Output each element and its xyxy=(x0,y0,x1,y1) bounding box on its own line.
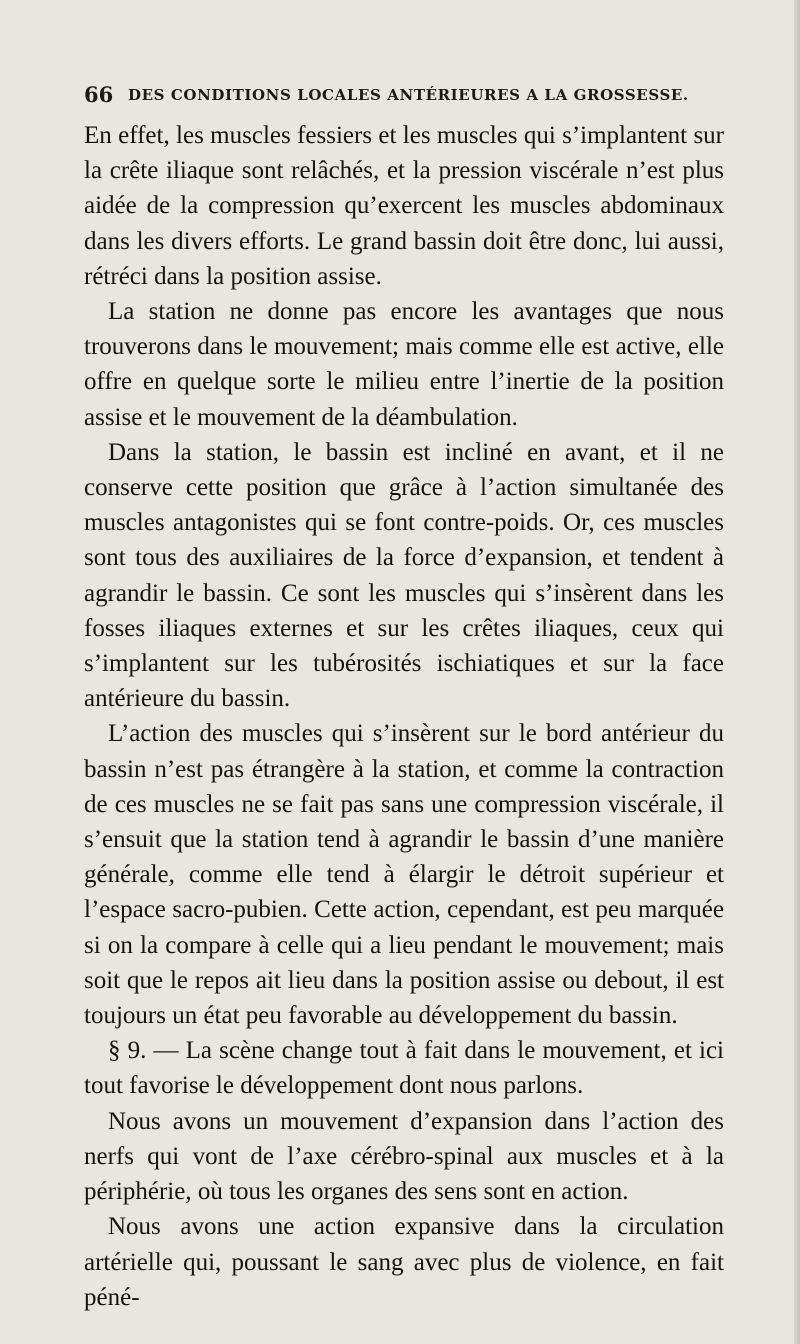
paragraph-6: Nous avons un mouvement d’expansion dans l’action des nerfs qui vont de l’axe cérébro-spinal aux muscles et à la périphérie, où tous les organes des sens sont en action. xyxy=(84,1107,724,1206)
page-number: 66 xyxy=(84,82,114,107)
paragraph-3: Dans la station, le bassin est incliné en avant, et il ne conserve cette position que grâce à l’action simultanée des muscles antagonistes qui se font contre-poids. Or, ces muscles sont tous des auxiliaires de la force d’expansion, et tendent à agrandir le bassin. Ce sont les muscles qui s’insèrent dans les fosses iliaques externes et sur les crêtes iliaques, ceux qui s’implantent sur les tubérosités ischiatiques et sur la face antérieure du bassin. xyxy=(84,438,724,713)
paragraph-2: La station ne donne pas encore les avantages que nous trouverons dans le mouvement; mais comme elle est active, elle offre en quelque sorte le milieu entre l’inertie de la position assise et le mouvement de la déambulation. xyxy=(84,298,724,431)
paragraph-5: § 9. — La scène change tout à fait dans le mouvement, et ici tout favorise le développement dont nous parlons. xyxy=(84,1037,724,1100)
running-title: DES CONDITIONS LOCALES ANTÉRIEURES A LA GROSSESSE. xyxy=(128,86,689,104)
page-header xyxy=(84,82,724,114)
paragraph-1: En effet, les muscles fessiers et les muscles qui s’implantent sur la crête iliaque sont relâchés, et la pression viscérale n’est plus aidée de la compression qu’exercent les muscles abdominaux dans les divers efforts. Le grand bassin doit être donc, lui aussi, rétréci dans la position assise. xyxy=(84,122,724,290)
body-text xyxy=(84,118,724,1315)
paragraph-7: Nous avons une action expansive dans la circulation artérielle qui, poussant le sang avec plus de violence, en fait péné- xyxy=(84,1213,724,1311)
paragraph-4: L’action des muscles qui s’insèrent sur le bord antérieur du bassin n’est pas étrangère à la station, et comme la contraction de ces muscles ne se fait pas sans une compression viscérale, il s’ensuit que la station tend à agrandir le bassin d’une manière générale, comme elle tend à élargir le détroit supérieur et l’espace sacro-pubien. Cette action, cependant, est peu marquée si on la compare à celle qui a lieu pendant le mouvement; mais soit que le repos ait lieu dans la position assise ou debout, il est toujours un état peu favorable au développement du bassin. xyxy=(84,720,724,1030)
page-edge xyxy=(794,0,800,1344)
